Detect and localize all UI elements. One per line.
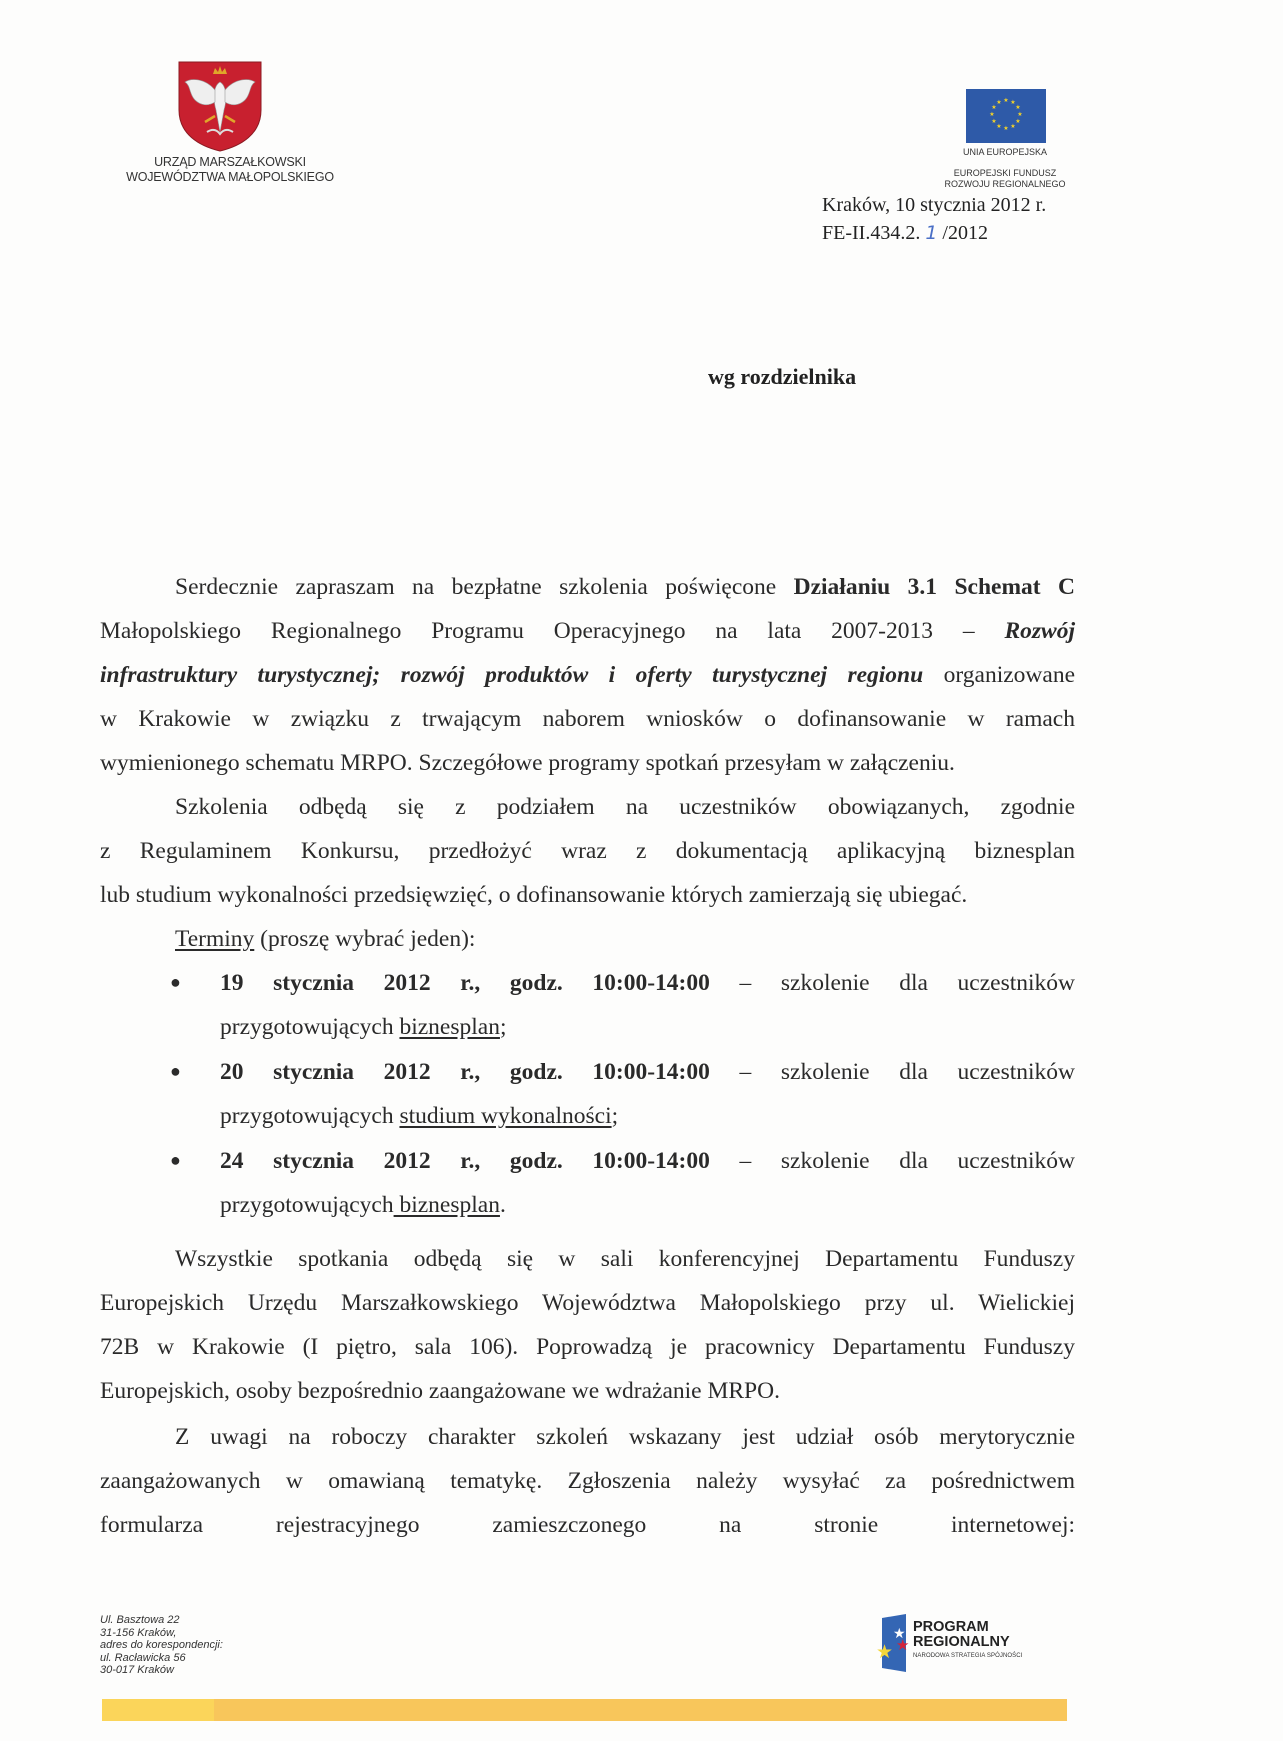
eu-stars-icon [966,89,1046,143]
svg-text:★: ★ [896,1636,910,1654]
svg-text:★: ★ [991,104,997,111]
term-date: 19 stycznia 2012 r., godz. 10:00-14:00 [220,970,710,996]
p3-line3: 72B w Krakowie (I piętro, sala 106). Poprowadzą je pracownicy Departamentu Funduszy [100,1334,1075,1360]
term-document: studium wykonalności [399,1103,612,1129]
term-desc: – szkolenie dla uczestników [739,970,1076,996]
terms-instruction: (proszę wybrać jeden): [254,926,476,952]
term-desc: – szkolenie dla uczestników [739,1148,1076,1174]
eu-flag-logo [966,89,1046,143]
term-3-line2 [220,1190,1075,1220]
footer-address [100,1614,223,1677]
reference-handwritten-number: 1 [925,222,938,244]
term-prep: przygotowujących [220,1103,400,1129]
p2-line1: Szkolenia odbędą się z podziałem na uczestników obowiązanych, zgodnie [175,794,1075,820]
organization-name-line2: WOJEWÓDZTWA MAŁOPOLSKIEGO [126,170,334,184]
svg-text:★: ★ [1015,104,1021,111]
term-1-line2 [220,1012,1075,1042]
p4-line2: zaangażowanych w omawianą tematykę. Zgłoszenia należy wysyłać za pośrednictwem [100,1468,1075,1494]
p3-line2: Europejskich Urzędu Marszałkowskiego Województwa Małopolskiego przy ul. Wielickiej [100,1290,1075,1316]
footer-yellow-bar [102,1699,1067,1721]
terms-label: Terminy [175,926,255,952]
svg-text:★: ★ [1003,125,1009,132]
p1-line5: wymienionego schematu MRPO. Szczegółowe programy spotkań przesyłam w załączeniu. [100,750,955,776]
p1-text: Małopolskiego Regionalnego Programu Operacyjnego na lata 2007-2013 – [100,618,1005,644]
term-desc: – szkolenie dla uczestników [739,1059,1076,1085]
p2-line3: lub studium wykonalności przedsięwzięć, o dofinansowanie których zamierzają się ubiegać. [100,882,968,908]
address-line: ul. Racławicka 56 [100,1651,186,1664]
terms-heading [175,924,1150,954]
program-line2: REGIONALNY [913,1634,1010,1650]
address-line: 31-156 Kraków, [100,1626,177,1639]
footer-yellow-bar-accent [102,1699,214,1721]
term-punct: ; [611,1103,619,1129]
p1-bold-italic-title: infrastruktury turystycznej; rozwój produktów i oferty turystycznej regionu [100,662,924,688]
svg-text:★: ★ [1017,111,1023,118]
address-line: 30-017 Kraków [100,1664,174,1676]
term-document: biznesplan [399,1014,500,1040]
p4-line1: Z uwagi na roboczy charakter szkoleń wskazany jest udział osób merytorycznie [175,1424,1075,1450]
p4-line3: formularza rejestracyjnego zamieszczonego na stronie internetowej: [100,1512,1075,1538]
p1-bold-measure: Działaniu 3.1 Schemat C [793,574,1076,600]
svg-text:★: ★ [876,1641,894,1663]
svg-text:★: ★ [989,111,995,118]
fund-name-line1: EUROPEJSKI FUNDUSZ [953,168,1057,178]
program-name [913,1620,1010,1650]
address-line: Ul. Basztowa 22 [100,1614,180,1626]
term-date: 24 stycznia 2012 r., godz. 10:00-14:00 [220,1148,710,1174]
svg-text:★: ★ [996,99,1002,106]
p1-line3 [100,660,1075,690]
svg-text:★: ★ [1010,123,1016,130]
term-date: 20 stycznia 2012 r., godz. 10:00-14:00 [220,1059,710,1085]
p1-text: organizowane [923,662,1075,688]
program-line1: PROGRAM [913,1619,989,1635]
term-2-line1 [220,1057,1075,1087]
term-2-line2 [220,1101,1075,1131]
p1-line1 [175,572,1075,602]
organization-name-line1: URZĄD MARSZAŁKOWSKI [154,155,306,169]
reference-suffix: /2012 [942,222,988,244]
p1-bold-italic-title: Rozwój [1004,618,1075,644]
term-punct: . [499,1192,506,1218]
bullet-icon: ● [170,972,181,992]
p1-text: Serdecznie zapraszam na bezpłatne szkolenia poświęcone [175,574,794,600]
term-punct: ; [499,1014,507,1040]
svg-text:★: ★ [996,123,1002,130]
reference-number [822,222,988,245]
place-and-date: Kraków, 10 stycznia 2012 r. [822,194,1047,216]
p2-line2: z Regulaminem Konkursu, przedłożyć wraz z dokumentacją aplikacyjną biznesplan [100,838,1075,864]
term-prep: przygotowujących [220,1192,394,1218]
svg-text:★: ★ [893,1626,906,1642]
p1-line4: w Krakowie w związku z trwającym naborem wniosków o dofinansowanie w ramach [100,706,1075,732]
svg-text:★: ★ [1003,97,1009,104]
program-subtitle: NARODOWA STRATEGIA SPÓJNOŚCI [913,1653,1023,1659]
svg-text:★: ★ [1015,118,1021,125]
fund-name-line2: ROZWOJU REGIONALNEGO [944,179,1066,189]
recipient: wg rozdzielnika [708,364,857,389]
term-document: biznesplan [393,1192,500,1218]
term-1-line1 [220,968,1075,998]
malopolska-coat-of-arms-logo [177,60,263,152]
eu-label: UNIA EUROPEJSKA [962,147,1048,157]
p3-line4: Europejskich, osoby bezpośrednio zaangażowane we wdrażanie MRPO. [100,1378,780,1404]
term-prep: przygotowujących [220,1014,400,1040]
svg-text:★: ★ [991,118,997,125]
program-regionalny-logo-icon [876,1614,910,1672]
bullet-icon: ● [170,1150,181,1170]
p3-line1: Wszystkie spotkania odbędą się w sali konferencyjnej Departamentu Funduszy [175,1246,1075,1272]
p1-line2 [100,616,1075,646]
svg-text:★: ★ [1010,99,1016,106]
reference-prefix: FE-II.434.2. [822,222,921,244]
bullet-icon: ● [170,1061,181,1081]
address-line: adres do korespondencji: [100,1639,223,1651]
term-3-line1 [220,1146,1075,1176]
